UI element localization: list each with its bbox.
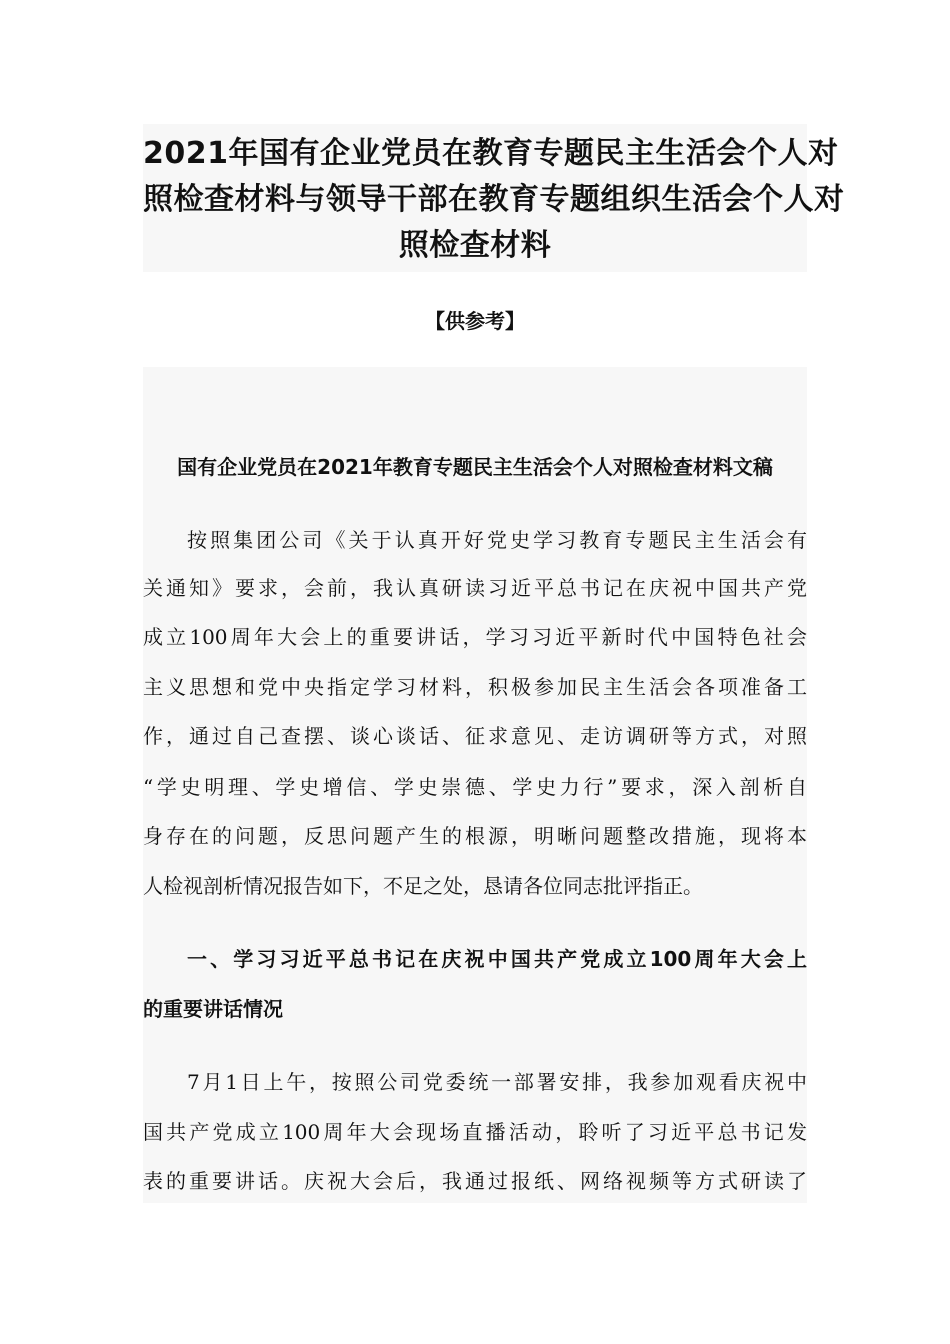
paragraph-1-line-7: 身存在的问题，反思问题产生的根源，明晰问题整改措施，现将本: [143, 824, 807, 848]
paragraph-2-line-3: 表的重要讲话。庆祝大会后，我通过报纸、网络视频等方式研读了: [143, 1169, 807, 1193]
title-line-2: 照检查材料与领导干部在教育专题组织生活会个人对: [143, 182, 845, 217]
heading-1-line-2: 的重要讲话情况: [143, 997, 283, 1021]
document-title: [143, 124, 845, 272]
paragraph-2-line-1: 7月1日上午，按照公司党委统一部署安排，我参加观看庆祝中: [187, 1070, 807, 1094]
paragraph-1-line-5: 作，通过自己查摆、谈心谈话、征求意见、走访调研等方式，对照: [143, 724, 807, 748]
reference-note: 【供参考】: [425, 309, 525, 333]
paragraph-1-line-6: “学史明理、学史增信、学史崇德、学史力行”要求，深入剖析自: [143, 775, 807, 799]
heading-1-line-1: 一、学习习近平总书记在庆祝中国共产党成立100周年大会上: [187, 947, 807, 971]
paragraph-1-line-4: 主义思想和党中央指定学习材料，积极参加民主生活会各项准备工: [143, 675, 807, 699]
title-line-3: 照检查材料: [398, 228, 552, 263]
title-line-1: 2021年国有企业党员在教育专题民主生活会个人对: [143, 136, 839, 171]
section-heading: 国有企业党员在2021年教育专题民主生活会个人对照检查材料文稿: [177, 455, 773, 479]
paragraph-1-line-1: 按照集团公司《关于认真开好党史学习教育专题民主生活会有: [187, 528, 807, 552]
paragraph-1-line-8: 人检视剖析情况报告如下，不足之处，恳请各位同志批评指正。: [143, 874, 703, 898]
paragraph-2-line-2: 国共产党成立100周年大会现场直播活动，聆听了习近平总书记发: [143, 1120, 807, 1144]
paragraph-1-line-3: 成立100周年大会上的重要讲话，学习习近平新时代中国特色社会: [143, 625, 807, 649]
paragraph-1-line-2: 关通知》要求，会前，我认真研读习近平总书记在庆祝中国共产党: [143, 576, 807, 600]
